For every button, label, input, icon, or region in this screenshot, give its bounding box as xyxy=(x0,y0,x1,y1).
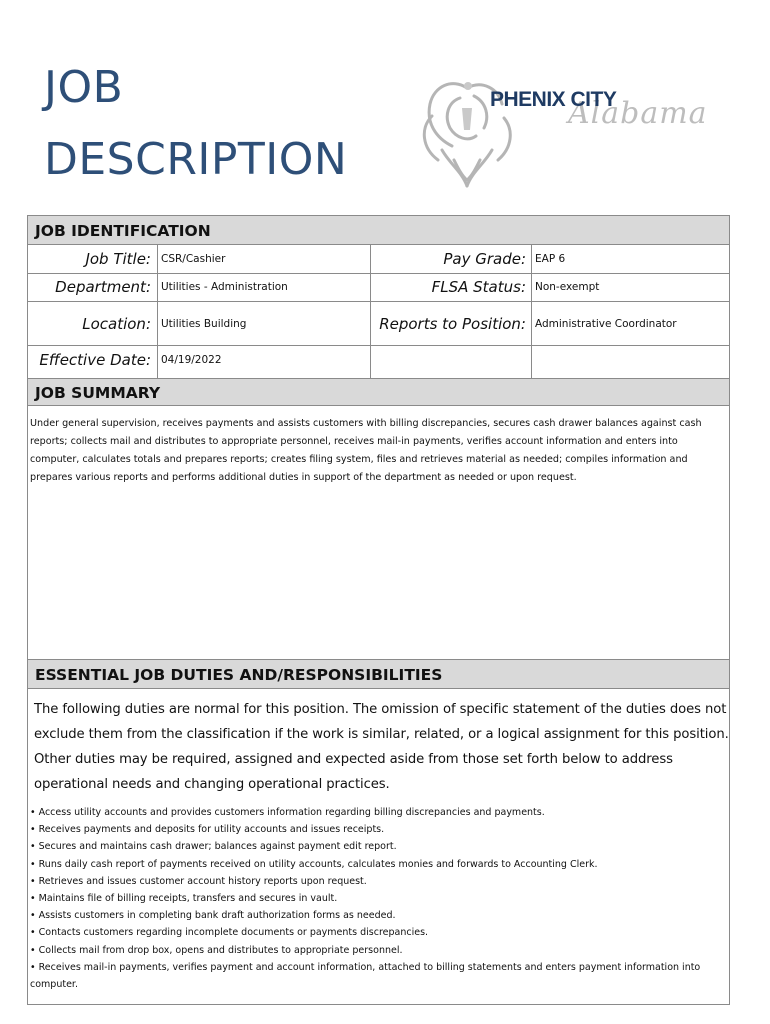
list-item: • Collects mail from drop box, opens and distributes to appropriate personnel. xyxy=(30,944,403,956)
id-row-divider xyxy=(27,301,730,302)
page-title xyxy=(44,52,347,196)
id-col-divider xyxy=(157,245,158,378)
job-summary-heading xyxy=(27,378,730,406)
department-value: Utilities - Administration xyxy=(161,281,288,293)
job-title-label: Job Title: xyxy=(85,250,151,268)
list-item: • Access utility accounts and provides customers information regarding billing discrepancies and payments. xyxy=(30,807,545,818)
list-item: • Retrieves and issues customer account history reports upon request. xyxy=(30,875,367,887)
title-line-2: DESCRIPTION xyxy=(44,134,348,185)
city-logo xyxy=(412,64,708,190)
pay-grade-label: Pay Grade: xyxy=(443,250,526,268)
effective-date-value: 04/19/2022 xyxy=(161,354,222,366)
reports-to-value: Administrative Coordinator xyxy=(535,318,677,330)
location-label: Location: xyxy=(82,315,151,333)
id-col-divider xyxy=(370,245,371,378)
duties-list xyxy=(30,804,730,993)
essential-duties-heading xyxy=(27,659,730,689)
effective-date-label: Effective Date: xyxy=(39,351,151,369)
flsa-status-value: Non-exempt xyxy=(535,281,600,293)
job-identification-heading-text: JOB IDENTIFICATION xyxy=(35,222,211,240)
id-row-divider xyxy=(27,273,730,274)
id-col-divider xyxy=(531,245,532,378)
list-item: • Maintains file of billing receipts, transfers and secures in vault. xyxy=(30,893,338,905)
list-item: • Runs daily cash report of payments received on utility accounts, calculates monies and forwards to Accounting Clerk. xyxy=(30,858,598,870)
duties-intro-text: The following duties are normal for this position. The omission of specific statement of the duties does not exclude them from the classification if the work is similar, related, or a logical assignment for this position. Other duties may be required, assigned and expected aside from those set forth below to address operational needs and changing operational practices. xyxy=(34,702,729,792)
logo-text-phenix-city: PHENIX CITY xyxy=(490,88,617,111)
essential-duties-heading-text: ESSENTIAL JOB DUTIES AND/RESPONSIBILITIES xyxy=(35,666,443,684)
job-summary-heading-text: JOB SUMMARY xyxy=(35,384,161,402)
logo-text-alabama: Alabama xyxy=(568,96,708,131)
phoenix-emblem-icon xyxy=(412,68,522,188)
list-item: • Receives mail-in payments, verifies payment and account information, attached to billing statements and enters payment information into computer. xyxy=(30,961,701,991)
location-value: Utilities Building xyxy=(161,318,247,330)
reports-to-label: Reports to Position: xyxy=(379,315,526,333)
job-title-value: CSR/Cashier xyxy=(161,253,226,265)
pay-grade-value: EAP 6 xyxy=(535,253,566,265)
flsa-status-label: FLSA Status: xyxy=(431,278,526,296)
job-summary-text: Under general supervision, receives payments and assists customers with billing discrepancies, secures cash drawer balances against cash reports; collects mail and distributes to appropriate personnel, receives mail-in payments, verifies account information and enters into computer, calculates totals and prepares reports; creates filing system, files and retrieves material as needed; compiles information and prepares various reports and performs additional duties in support of the department as needed or upon request. xyxy=(30,418,702,483)
id-row-divider xyxy=(27,345,730,346)
list-item: • Secures and maintains cash drawer; balances against payment edit report. xyxy=(30,841,397,853)
department-label: Department: xyxy=(55,278,151,296)
list-item: • Receives payments and deposits for utility accounts and issues receipts. xyxy=(30,824,385,836)
job-identification-heading xyxy=(27,215,730,245)
title-line-1: JOB xyxy=(44,62,124,113)
list-item: • Assists customers in completing bank draft authorization forms as needed. xyxy=(30,910,396,922)
list-item: • Contacts customers regarding incomplete documents or payments discrepancies. xyxy=(30,927,429,939)
